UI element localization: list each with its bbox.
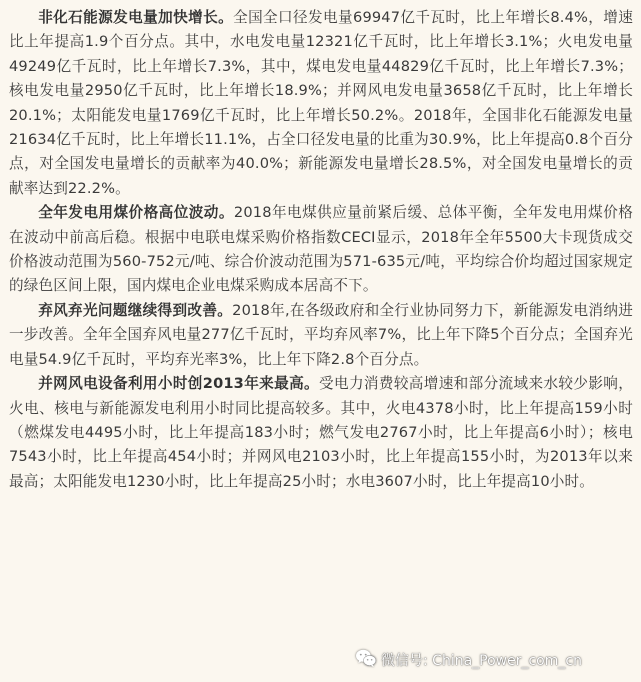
paragraph-curtailment [9,299,633,372]
paragraph-lead: 并网风电设备利用小时创2013年来最高。 [38,375,320,393]
article-body [9,6,633,494]
paragraph-coal-price [9,201,633,299]
paragraph-text: 2018年,在各级政府和全行业协同努力下，新能源发电消纳进一步改善。全年全国弃风电量277亿千瓦时，平均弃风率7%，比上年下降5个百分点；全国弃光电量54.9亿千瓦时，平均弃光率3%，比上年下降2.8个百分点。 [9,301,633,368]
paragraph-utilization-hours [9,372,633,494]
paragraph-lead: 弃风弃光问题继续得到改善。 [38,301,233,319]
wechat-watermark [355,648,582,672]
paragraph-lead: 非化石能源发电量加快增长。 [38,9,234,26]
paragraph-text: 2018年电煤供应量前紧后缓、总体平衡，全年发电用煤价格在波动中前高后稳。根据中电联电煤采购价格指数CECI显示，2018年全年5500大卡现货成交价格波动范围为560-752元/吨、综合价波动范围为571-635元/吨，平均综合价均超过国家规定的绿色区间上限，国内煤电企业电煤采购成本居高不下。 [9,204,634,295]
paragraph-lead: 全年发电用煤价格高位波动。 [38,204,234,222]
wechat-icon [355,648,377,672]
paragraph-text: 全国全口径发电量69947亿千瓦时，比上年增长8.4%，增速比上年提高1.9个百分点。其中，水电发电量12321亿千瓦时，比上年增长3.1%；火电发电量49249亿千瓦时，比上年增长7.3%，其中，煤电发电量44829亿千瓦时，比上年增长7.3%；核电发电量2950亿千瓦时，比上年增长18.9%；并网风电发电量3658亿千瓦时，比上年增长20.1%；太阳能发电量1769亿千瓦时，比上年增长50.2%。2018年，全国非化石能源发电量21634亿千瓦时，比上年增长11.1%，占全口径发电量的比重为30.9%，比上年提高0.8个百分点，对全国发电量增长的贡献率为40.0%；新能源发电量增长28.5%，对全国发电量增长的贡献率达到22.2%。 [9,9,633,197]
watermark-text: 微信号: China_Power_com_cn [381,653,582,669]
paragraph-power-generation [9,6,633,201]
paragraph-text: 受电力消费较高增速和部分流域来水较少影响，火电、核电与新能源发电利用小时同比提高较多。其中，火电4378小时，比上年提高159小时（燃煤发电4495小时，比上年提高183小时；燃气发电2767小时，比上年提高6小时）；核电7543小时，比上年提高454小时；并网风电2103小时，比上年提高155小时，为2013年以来最高；太阳能发电1230小时，比上年提高25小时；水电3607小时，比上年提高10小时。 [9,375,633,490]
